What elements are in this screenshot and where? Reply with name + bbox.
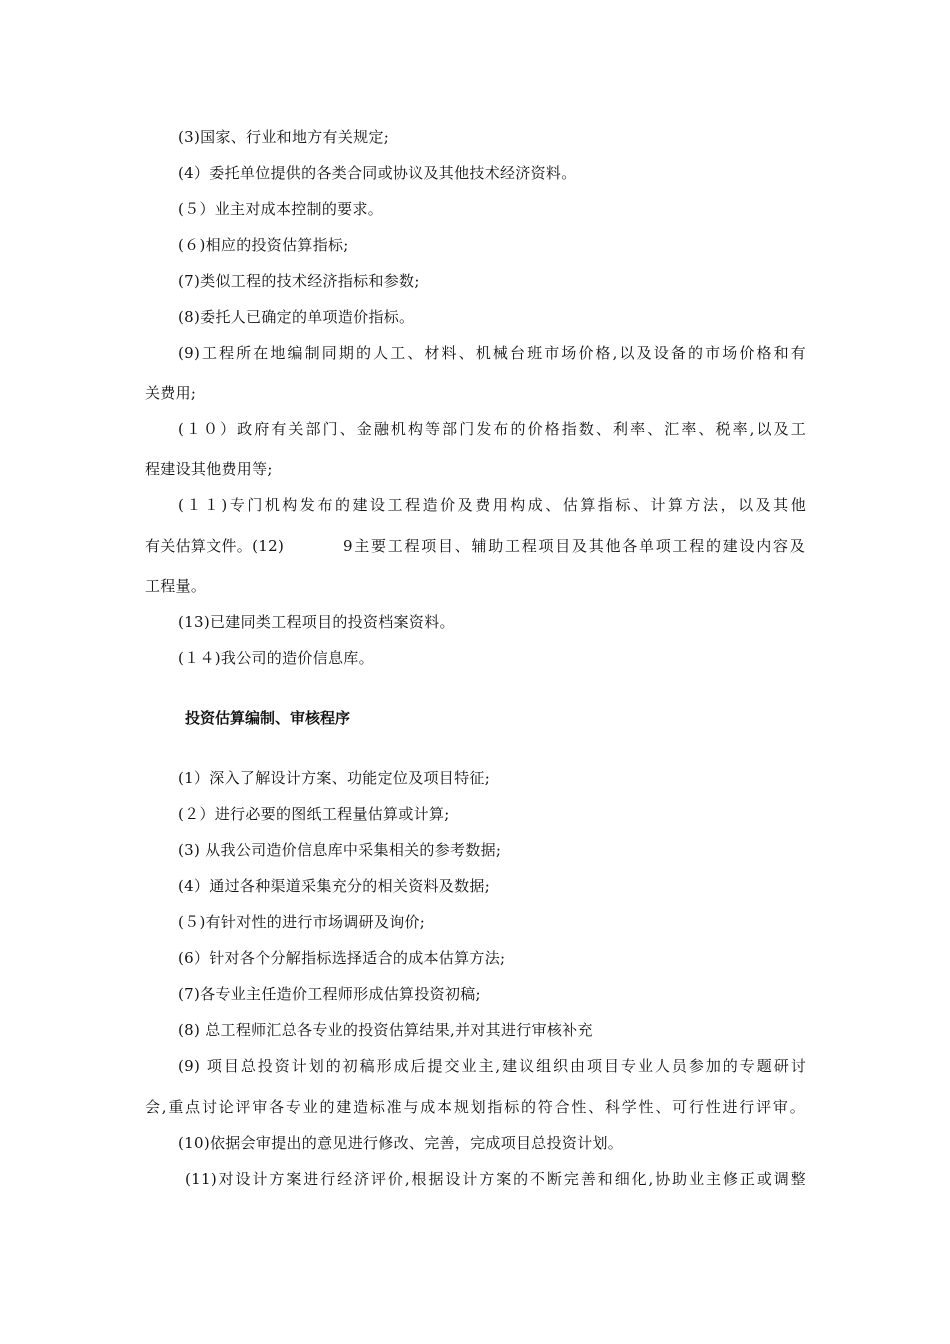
procedure-item-6: (6）针对各个分解指标选择适合的成本估算方法; xyxy=(178,949,506,967)
procedure-item-2: (２）进行必要的图纸工程量估算或计算; xyxy=(178,805,450,823)
procedure-item-1: (1）深入了解设计方案、功能定位及项目特征; xyxy=(178,769,491,787)
procedure-item-4: (4）通过各种渠道采集充分的相关资料及数据; xyxy=(178,877,491,895)
basis-item-12-line-2: 工程量。 xyxy=(145,577,207,595)
basis-item-8: (8)委托人已确定的单项造价指标。 xyxy=(178,308,415,326)
section-heading: 投资估算编制、审核程序 xyxy=(185,709,351,727)
basis-item-13: (13)已建同类工程项目的投资档案资料。 xyxy=(178,613,455,631)
basis-item-11-line-1: (１１)专门机构发布的建设工程造价及费用构成、估算指标、计算方法，以及其他 xyxy=(178,496,806,514)
basis-item-9-line-2: 关费用; xyxy=(145,384,197,402)
basis-item-3: (3)国家、行业和地方有关规定; xyxy=(178,128,390,146)
procedure-item-10: (10)依据会审提出的意见进行修改、完善，完成项目总投资计划。 xyxy=(178,1134,624,1152)
basis-item-9-line-1: (9)工程所在地编制同期的人工、材料、机械台班市场价格,以及设备的市场价格和有 xyxy=(178,344,806,362)
basis-item-10-line-2: 程建设其他费用等; xyxy=(145,460,273,478)
basis-item-14: (１４)我公司的造价信息库。 xyxy=(178,649,374,667)
basis-item-12-line-1: 9主要工程项目、辅助工程项目及其他各单项工程的建设内容及 xyxy=(343,537,805,555)
procedure-item-11-line-1: (11)对设计方案进行经济评价,根据设计方案的不断完善和细化,协助业主修正或调整 xyxy=(185,1170,806,1188)
procedure-item-9-line-1: (9) 项目总投资计划的初稿形成后提交业主,建议组织由项目专业人员参加的专题研讨 xyxy=(178,1057,806,1075)
basis-item-7: (7)类似工程的技术经济指标和参数; xyxy=(178,272,420,290)
procedure-item-7: (7)各专业主任造价工程师形成估算投资初稿; xyxy=(178,985,481,1003)
basis-item-11-line-2: 有关估算文件。(12) xyxy=(145,537,285,555)
basis-item-6: (６)相应的投资估算指标; xyxy=(178,236,349,254)
basis-item-10-line-1: (１０）政府有关部门、金融机构等部门发布的价格指数、利率、汇率、税率,以及工 xyxy=(178,420,806,438)
procedure-item-8: (8) 总工程师汇总各专业的投资估算结果,并对其进行审核补充 xyxy=(178,1021,593,1039)
procedure-item-3: (3) 从我公司造价信息库中采集相关的参考数据; xyxy=(178,841,502,859)
procedure-item-5: (５)有针对性的进行市场调研及询价; xyxy=(178,913,426,931)
procedure-item-9-line-2: 会,重点讨论评审各专业的建造标准与成本规划指标的符合性、科学性、可行性进行评审。 xyxy=(145,1098,805,1116)
basis-item-5: (５）业主对成本控制的要求。 xyxy=(178,200,384,218)
basis-item-4: (4）委托单位提供的各类合同或协议及其他技术经济资料。 xyxy=(178,164,577,182)
